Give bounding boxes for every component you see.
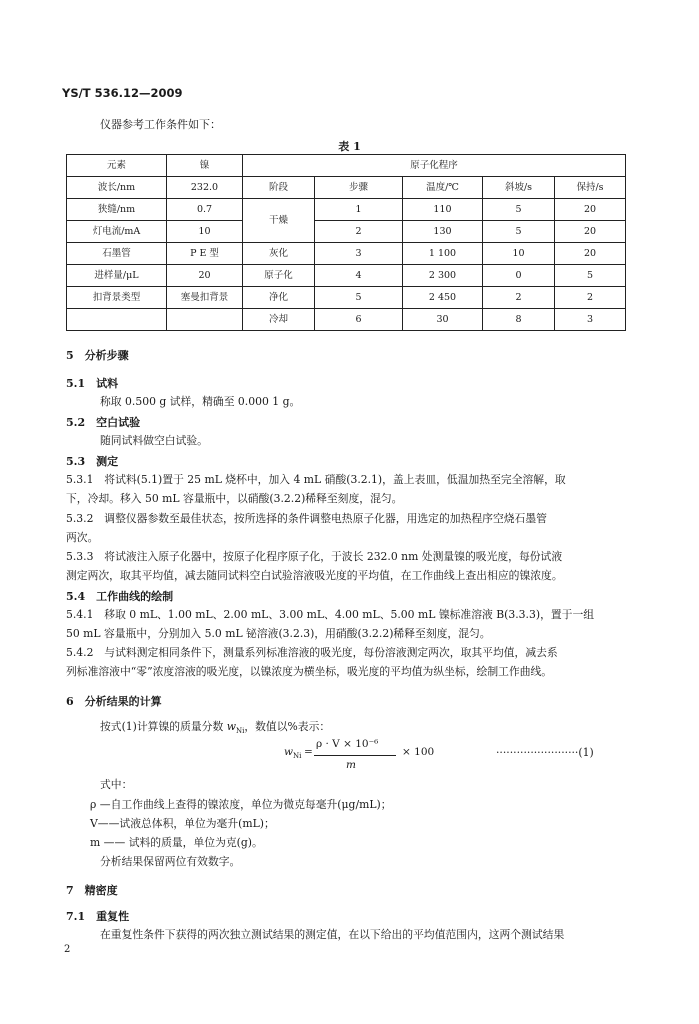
table-cell: 232.0 (167, 177, 243, 199)
table-cell: 波长/nm (67, 177, 167, 199)
table-cell: 5 (555, 265, 626, 287)
table-cell: 石墨管 (67, 243, 167, 265)
fraction-bar (314, 755, 396, 756)
table-cell: 保持/s (555, 177, 626, 199)
section-5-3-3-line-1: 5.3.3 将试液注入原子化器中，按原子化程序原子化，于波长 232.0 nm 处测量镍的吸光度，每份试液 (66, 550, 563, 563)
table-cell: 干燥 (243, 199, 315, 243)
section-5-1-heading: 5.1 试料 (66, 377, 119, 390)
formula-lhs-subscript: Ni (293, 752, 302, 761)
section-5-1-text: 称取 0.500 g 试样，精确至 0.000 1 g。 (100, 395, 301, 408)
section-5-2-text: 随同试料做空白试验。 (100, 434, 208, 447)
table-cell: 2 (315, 221, 403, 243)
table-cell: 130 (403, 221, 483, 243)
table-row (67, 265, 626, 287)
header-program: 原子化程序 (243, 155, 626, 177)
section-5-4-1-line-2: 50 mL 容量瓶中，分别加入 5.0 mL 铋溶液(3.2.3)，用硝酸(3.2.2)稀释至刻度，混匀。 (66, 627, 491, 640)
table-cell: 原子化 (243, 265, 315, 287)
section-5-4-heading: 5.4 工作曲线的绘制 (66, 590, 174, 603)
intro-text: 仪器参考工作条件如下： (100, 118, 221, 131)
table-cell: 110 (403, 199, 483, 221)
section-5-3-1-line-2: 下，冷却。移入 50 mL 容量瓶中，以硝酸(3.2.2)稀释至刻度，混匀。 (66, 492, 403, 505)
section-5-4-2-line-2: 列标准溶液中“零”浓度溶液的吸光度，以镍浓度为横坐标，吸光度的平均值为纵坐标，绘制工作曲线。 (66, 665, 553, 678)
section-5-3-1-line-1: 5.3.1 将试料(5.1)置于 25 mL 烧杯中，加入 4 mL 硝酸(3.2.1)，盖上表皿，低温加热至完全溶解，取 (66, 473, 566, 486)
formula-equals: = (304, 746, 313, 758)
table-cell: 阶段 (243, 177, 315, 199)
table-cell: 灰化 (243, 243, 315, 265)
table-cell: P E 型 (167, 243, 243, 265)
table-row (67, 309, 626, 331)
table-cell: 3 (315, 243, 403, 265)
formula-lhs-symbol: w (284, 746, 293, 758)
table-cell (67, 309, 167, 331)
definition-rho: ρ —自工作曲线上查得的镍浓度，单位为微克每毫升(μg/mL)； (90, 798, 392, 811)
section-7-1-heading: 7.1 重复性 (66, 910, 130, 923)
formula-lhs (284, 746, 301, 760)
table-cell: 0.7 (167, 199, 243, 221)
table-cell: 冷却 (243, 309, 315, 331)
table-cell: 狭缝/nm (67, 199, 167, 221)
table-cell: 10 (483, 243, 555, 265)
table-cell: 灯电流/mA (67, 221, 167, 243)
section-5-4-1-line-1: 5.4.1 移取 0 mL、1.00 mL、2.00 mL、3.00 mL、4.00 mL、5.00 mL 镍标准溶液 B(3.3.3)，置于一组 (66, 608, 595, 621)
page-number: 2 (64, 944, 71, 955)
table-cell: 2 450 (403, 287, 483, 309)
table-cell: 3 (555, 309, 626, 331)
section-5-3-2-line-2: 两次。 (66, 531, 99, 544)
section-6-text-a: 按式(1)计算镍的质量分数 (100, 720, 227, 733)
section-6-note: 分析结果保留两位有效数字。 (100, 855, 241, 868)
table-header-row (67, 155, 626, 177)
table-cell: 1 100 (403, 243, 483, 265)
table-row (67, 221, 626, 243)
table-cell: 塞曼扣背景 (167, 287, 243, 309)
section-7-1-text: 在重复性条件下获得的两次独立测试结果的测定值，在以下给出的平均值范围内，这两个测试结果 (100, 928, 565, 941)
table-cell: 2 (555, 287, 626, 309)
table-cell: 1 (315, 199, 403, 221)
table-cell: 步骤 (315, 177, 403, 199)
table-cell: 0 (483, 265, 555, 287)
table-cell: 温度/℃ (403, 177, 483, 199)
table-row (67, 177, 626, 199)
where-label: 式中： (100, 778, 133, 791)
table-cell: 20 (555, 221, 626, 243)
table-cell: 净化 (243, 287, 315, 309)
section-5-4-2-line-1: 5.4.2 与试料测定相同条件下，测量系列标准溶液的吸光度，每份溶液测定两次，取其平均值，减去系 (66, 646, 558, 659)
table-cell: 2 (483, 287, 555, 309)
table-cell: 10 (167, 221, 243, 243)
formula-number: ························(1) (496, 746, 594, 759)
conditions-table (66, 154, 626, 331)
table-cell (167, 309, 243, 331)
section-5-2-heading: 5.2 空白试验 (66, 416, 141, 429)
table-cell: 20 (167, 265, 243, 287)
table-cell: 4 (315, 265, 403, 287)
table-cell: 6 (315, 309, 403, 331)
section-5-3-heading: 5.3 测定 (66, 455, 119, 468)
formula-numerator: ρ · V × 10⁻⁶ (316, 738, 379, 750)
wni-symbol: w (226, 720, 236, 733)
header-element: 元素 (67, 155, 167, 177)
table-caption: 表 1 (338, 140, 361, 153)
wni-subscript: Ni (235, 727, 245, 736)
table-cell: 扣背景类型 (67, 287, 167, 309)
section-6-text (100, 719, 330, 735)
table-row (67, 243, 626, 265)
section-6-text-b: ，数值以%表示： (244, 720, 331, 733)
table-cell: 斜坡/s (483, 177, 555, 199)
table-cell: 5 (483, 199, 555, 221)
table-cell: 20 (555, 243, 626, 265)
definition-m: m —— 试料的质量，单位为克(g)。 (90, 836, 263, 849)
table-row (67, 199, 626, 221)
table-cell: 5 (315, 287, 403, 309)
section-7-heading: 7 精密度 (66, 884, 118, 897)
table-cell: 8 (483, 309, 555, 331)
table-row (67, 287, 626, 309)
formula-denominator: m (346, 759, 356, 771)
table-cell: 2 300 (403, 265, 483, 287)
table-cell: 进样量/μL (67, 265, 167, 287)
table-cell: 20 (555, 199, 626, 221)
section-6-heading: 6 分析结果的计算 (66, 695, 162, 708)
table-cell: 30 (403, 309, 483, 331)
formula-tail: × 100 (402, 746, 435, 758)
section-5-3-2-line-1: 5.3.2 调整仪器参数至最佳状态，按所选择的条件调整电热原子化器，用选定的加热程序空烧石墨管 (66, 512, 547, 525)
standard-number: YS/T 536.12—2009 (62, 86, 183, 100)
definition-v: V——试液总体积，单位为毫升(mL)； (90, 817, 275, 830)
table-cell: 5 (483, 221, 555, 243)
section-5-3-3-line-2: 测定两次，取其平均值，减去随同试料空白试验溶液吸光度的平均值，在工作曲线上查出相应的镍浓度。 (66, 569, 563, 582)
header-nickel: 镍 (167, 155, 243, 177)
section-5-heading: 5 分析步骤 (66, 349, 129, 362)
